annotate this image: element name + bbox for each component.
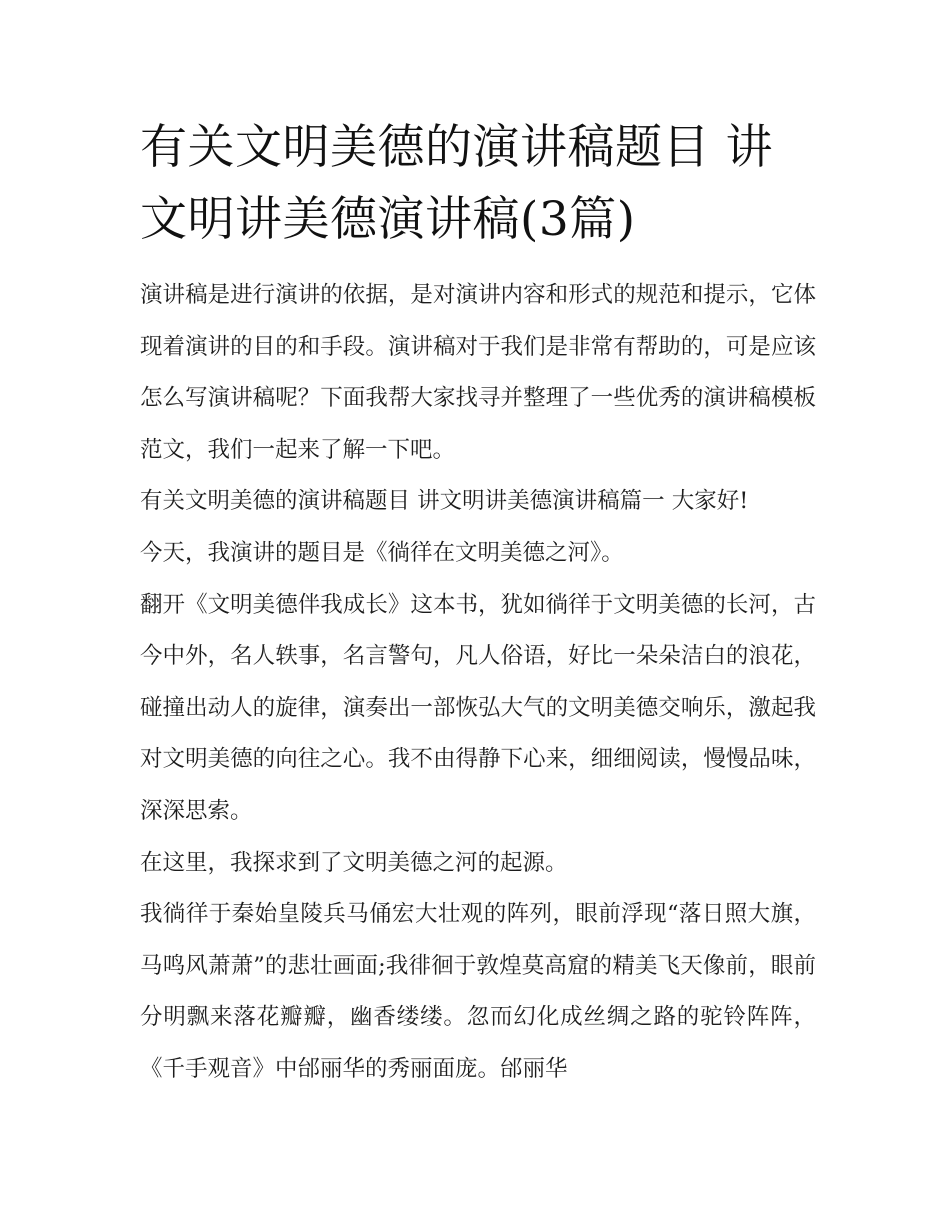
paragraph-intro: 演讲稿是进行演讲的依据，是对演讲内容和形式的规范和提示，它体现着演讲的目的和手段。演讲稿对于我们是非常有帮助的，可是应该怎么写演讲稿呢？下面我帮大家找寻并整理了一些优秀的演讲稿模板范文，我们一起来了解一下吧。 <box>140 282 816 463</box>
paragraph-topic: 今天，我演讲的题目是《徜徉在文明美德之河》。 <box>140 539 624 566</box>
paragraph-greeting: 有关文明美德的演讲稿题目 讲文明讲美德演讲稿篇一 大家好! <box>140 488 749 515</box>
paragraph-history: 我徜徉于秦始皇陵兵马俑宏大壮观的阵列，眼前浮现“落日照大旗，马鸣风萧萧”的悲壮画面;我徘徊于敦煌莫高窟的精美飞天像前，眼前分明飘来落花瓣瓣，幽香缕缕。忽而幻化成丝绸之路的驼铃阵阵，《千手观音》中邰丽华的秀丽面庞。邰丽华 <box>140 901 816 1082</box>
document-body <box>140 270 816 1096</box>
paragraph-origin: 在这里，我探求到了文明美德之河的起源。 <box>140 849 568 876</box>
document-page <box>140 112 816 1096</box>
paragraph-book: 翻开《文明美德伴我成长》这本书，犹如徜徉于文明美德的长河，古今中外，名人轶事，名言警句，凡人俗语，好比一朵朵洁白的浪花，碰撞出动人的旋律，演奏出一部恢弘大气的文明美德交响乐，激起我对文明美德的向往之心。我不由得静下心来，细细阅读，慢慢品味，深深思索。 <box>140 591 816 824</box>
document-title: 有关文明美德的演讲稿题目 讲文明讲美德演讲稿(3篇) <box>140 120 773 247</box>
